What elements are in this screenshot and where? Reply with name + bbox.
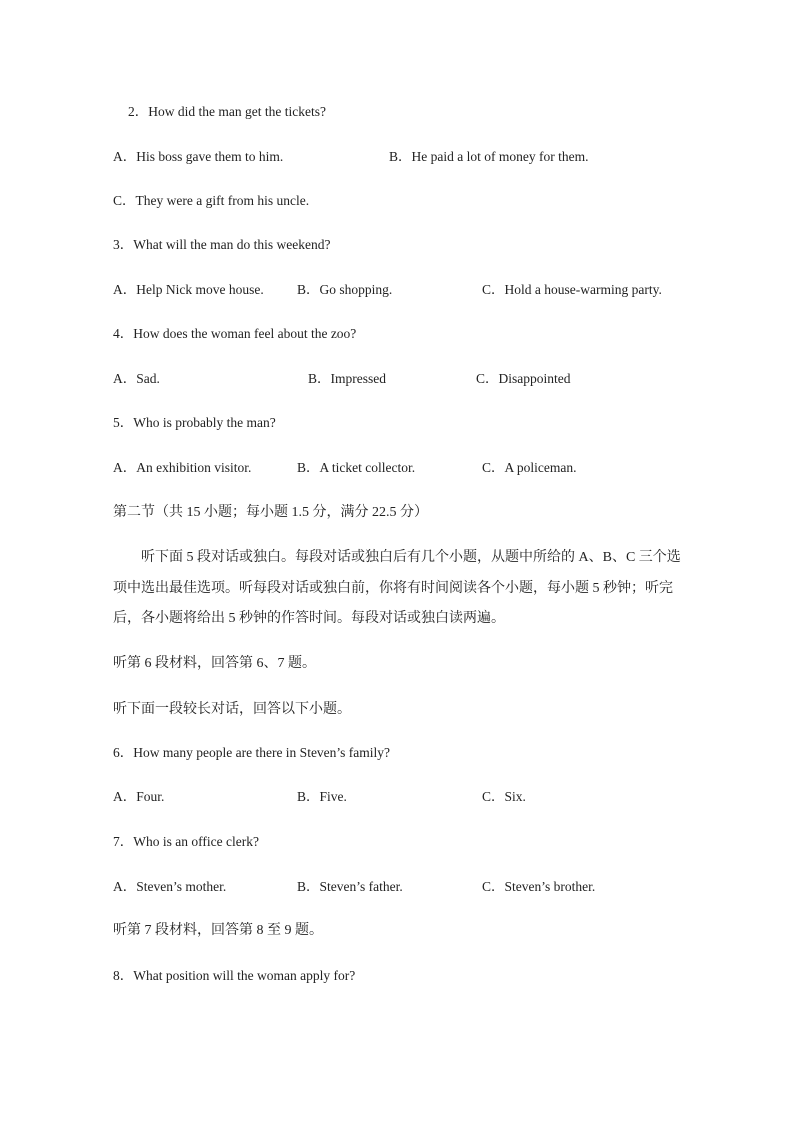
material-6-label: 听第 6 段材料，回答第 6、7 题。 [113,656,316,671]
question-4-option-b: B．Impressed [308,371,386,386]
question-3-option-c: C．Hold a house-warming party. [482,282,662,297]
question-6-option-c: C．Six. [482,789,526,804]
section-2-instruction-line-3: 后，各小题将给出 5 秒钟的作答时间。每段对话或独白读两遍。 [113,611,505,626]
question-3-stem: 3．What will the man do this weekend? [113,237,331,252]
section-2-heading: 第二节（共 15 小题；每小题 1.5 分，满分 22.5 分） [113,505,428,520]
question-6-option-a: A．Four. [113,789,165,804]
question-7-option-c: C．Steven’s brother. [482,879,596,894]
question-3-option-b: B．Go shopping. [297,282,393,297]
question-5-option-c: C．A policeman. [482,460,577,475]
question-2-stem: 2．How did the man get the tickets? [128,104,326,119]
section-2-instruction-line-1: 听下面 5 段对话或独白。每段对话或独白后有几个小题，从题中所给的 A、B、C 三个选 [141,550,681,565]
question-7-option-b: B．Steven’s father. [297,879,403,894]
question-4-stem: 4．How does the woman feel about the zoo? [113,326,357,341]
question-7-option-a: A．Steven’s mother. [113,879,227,894]
question-6-stem: 6．How many people are there in Steven’s family? [113,745,391,760]
question-2-option-c: C．They were a gift from his uncle. [113,193,310,208]
question-6-option-b: B．Five. [297,789,347,804]
section-2-instruction-line-2: 项中选出最佳选项。听每段对话或独白前，你将有时间阅读各个小题，每小题 5 秒钟；听完 [113,581,673,596]
question-5-option-b: B．A ticket collector. [297,460,416,475]
material-7-label: 听第 7 段材料，回答第 8 至 9 题。 [113,923,323,938]
question-2-option-b: B．He paid a lot of money for them. [389,149,589,164]
question-3-option-a: A．Help Nick move house. [113,282,264,297]
question-4-option-a: A．Sad. [113,371,160,386]
question-5-stem: 5．Who is probably the man? [113,415,276,430]
question-5-option-a: A．An exhibition visitor. [113,460,252,475]
question-7-stem: 7．Who is an office clerk? [113,834,259,849]
question-4-option-c: C．Disappointed [476,371,571,386]
question-8-stem: 8．What position will the woman apply for? [113,968,356,983]
question-2-option-a: A．His boss gave them to him. [113,149,284,164]
material-6-note: 听下面一段较长对话，回答以下小题。 [113,702,351,717]
